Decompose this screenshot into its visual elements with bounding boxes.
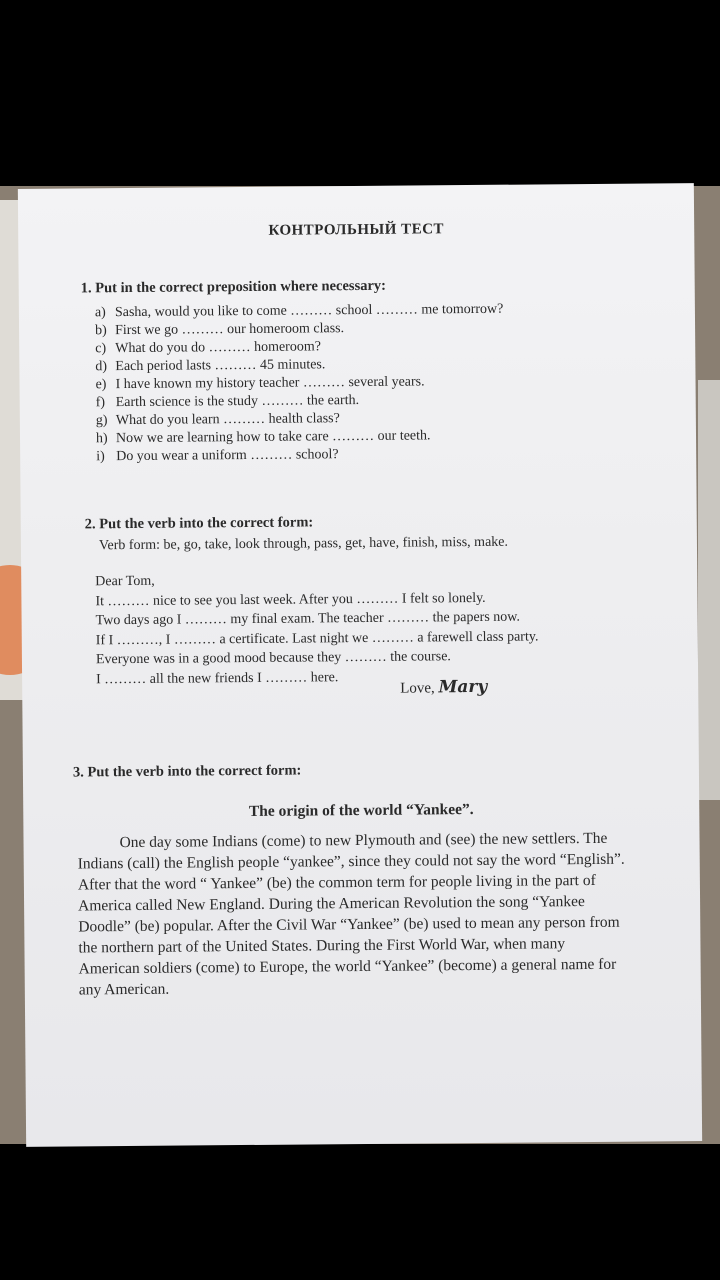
story-line: any American. xyxy=(78,980,170,999)
story-line: Indians (call) the English people “yankee”, since they could not say the word “English”. xyxy=(77,850,625,873)
story-line: the northern part of the United States. During the First World War, when many xyxy=(78,935,566,957)
letter-line: Everyone was in a good mood because they ……… the course. xyxy=(95,649,451,668)
letter-signoff xyxy=(400,677,487,698)
letter-text xyxy=(95,568,539,689)
list-item xyxy=(96,445,505,467)
test-sheet xyxy=(18,183,702,1147)
item-text: I have known my history teacher ……… several years. xyxy=(115,374,425,393)
section-1-heading: 1. Put in the correct preposition where necessary: xyxy=(80,277,387,297)
section-2-heading: 2. Put the verb into the correct form: xyxy=(84,514,314,533)
item-letter: d) xyxy=(95,359,108,375)
item-letter: b) xyxy=(95,323,107,339)
page-title: КОНТРОЛЬНЫЙ ТЕСТ xyxy=(268,221,445,239)
item-letter: h) xyxy=(95,431,108,447)
letter-line: Two days ago I ……… my final exam. The teacher ……… the papers now. xyxy=(95,609,521,629)
item-text: Earth science is the study ……… the earth. xyxy=(115,392,360,411)
story-line: One day some Indians (come) to new Plymouth and (see) the new settlers. The xyxy=(119,829,608,852)
item-letter: c) xyxy=(95,341,107,357)
story-line: After that the word “ Yankee” (be) the common term for people living in the part of xyxy=(77,871,596,894)
item-text: Now we are learning how to take care ……… our teeth. xyxy=(115,428,431,447)
item-letter: f) xyxy=(95,395,106,411)
letter-line: If I ………, I ……… a certificate. Last night we ……… a farewell class party. xyxy=(95,628,539,648)
item-text: What do you do ……… homeroom? xyxy=(115,339,321,357)
item-text: First we go ……… our homeroom class. xyxy=(115,321,345,339)
letter-line: I ……… all the new friends I ……… here. xyxy=(96,669,339,687)
story-title: The origin of the world “Yankee”. xyxy=(248,801,474,820)
section-1-list xyxy=(95,301,505,467)
story-line: American soldiers (come) to Europe, the world “Yankee” (become) a general name for xyxy=(78,955,617,978)
item-letter: e) xyxy=(95,377,107,393)
list-item xyxy=(95,301,504,323)
item-text: Each period lasts ……… 45 minutes. xyxy=(115,357,326,375)
signature: Mary xyxy=(438,676,488,698)
item-text: Sasha, would you like to come ……… school ……… me tomorrow? xyxy=(114,301,504,321)
section-3-heading: 3. Put the verb into the correct form: xyxy=(72,762,302,781)
story-line: America called New England. During the American Revolution the song “Yankee xyxy=(78,893,585,915)
letter-closing: Love, xyxy=(400,680,435,697)
letter-line: It ……… nice to see you last week. After you ……… I felt so lonely. xyxy=(95,590,486,609)
letter-greeting: Dear Tom, xyxy=(95,573,155,590)
underlying-page-right xyxy=(698,380,720,800)
item-letter: i) xyxy=(96,449,105,465)
verb-form-list: Verb form: be, go, take, look through, pass, get, have, finish, miss, make. xyxy=(98,534,509,554)
story-line: Doodle” (be) popular. After the Civil War “Yankee” (be) used to mean any person from xyxy=(78,913,620,936)
story-text xyxy=(77,827,700,1000)
item-text: Do you wear a uniform ……… school? xyxy=(116,447,339,465)
item-letter: a) xyxy=(94,305,106,321)
item-letter: g) xyxy=(95,413,108,429)
item-text: What do you learn ……… health class? xyxy=(115,411,340,429)
